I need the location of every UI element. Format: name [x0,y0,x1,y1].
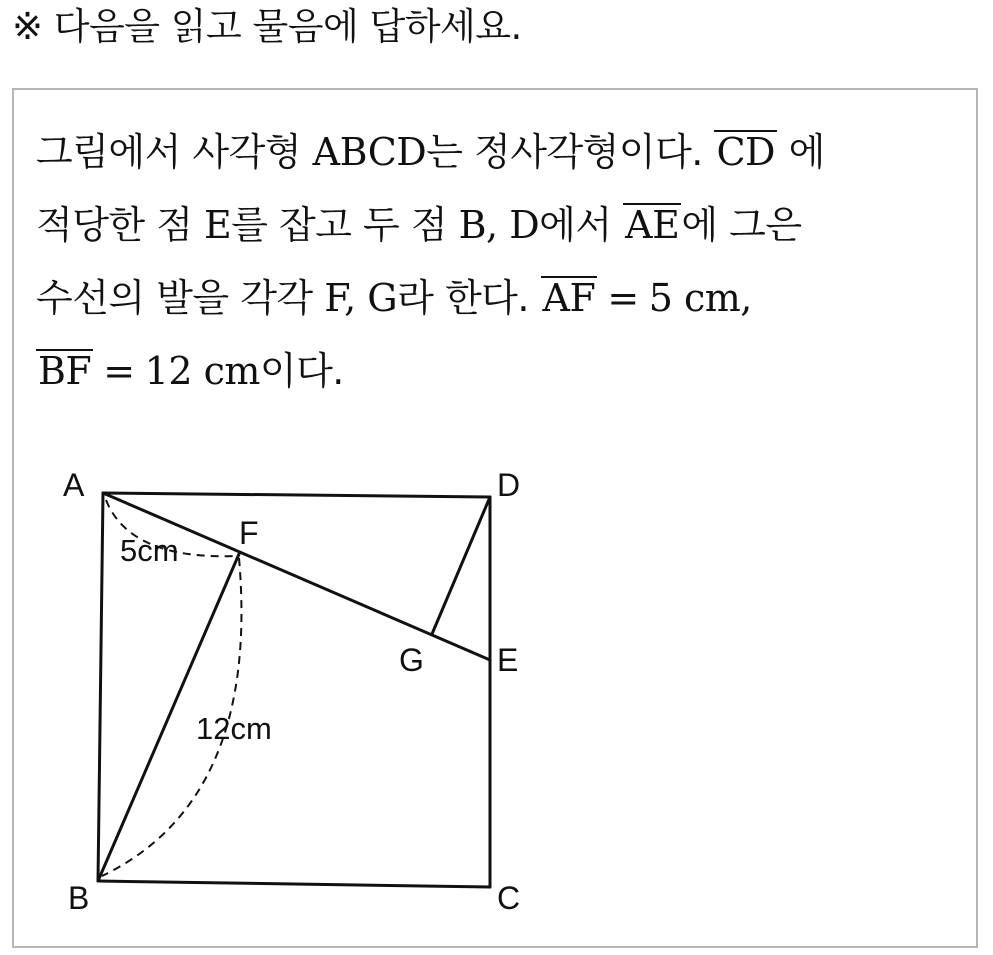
text-run: 수선의 발을 각각 [36,276,325,320]
text-run: 라 한다. [397,276,541,320]
segment-dg-line [432,497,490,634]
segment-af: AF [542,276,596,320]
length-bf: 12 cm [144,349,260,393]
text-run: 를 잡고 두 점 [231,203,459,247]
measure-label-bf: 12cm [196,711,272,746]
label-f: F [239,515,259,551]
instruction-text: ※ 다음을 읽고 물음에 답하세요. [12,5,522,48]
side-ad [103,493,490,497]
equals-sign: = [607,276,639,320]
length-af: 5 cm, [648,276,752,320]
text-run: 에서 [539,203,624,247]
label-d: D [497,467,521,503]
text-run: 적당한 점 [36,203,204,247]
text-run: 그림에서 사각형 [36,130,313,174]
side-bc [98,881,490,887]
text-run: 에 [777,130,825,174]
point-e: E [204,203,232,247]
label-e: E [497,642,519,678]
segment-ae: AE [625,203,680,247]
points-fg: F, G [324,276,398,320]
text-run: 이다. [259,349,344,393]
segment-cd: CD [716,130,775,174]
equals-sign: = [103,349,135,393]
square-name: ABCD [312,130,427,174]
side-ab [98,493,103,881]
text-run: 는 정사각형이다. [426,130,715,174]
label-a: A [63,467,85,503]
text-run: 에 그은 [681,203,802,247]
label-c: C [497,880,521,916]
label-g: G [399,642,424,678]
measure-label-af: 5cm [120,533,179,568]
segment-bf: BF [38,349,92,393]
points-bd: B, D [458,203,540,247]
label-b: B [68,880,90,916]
